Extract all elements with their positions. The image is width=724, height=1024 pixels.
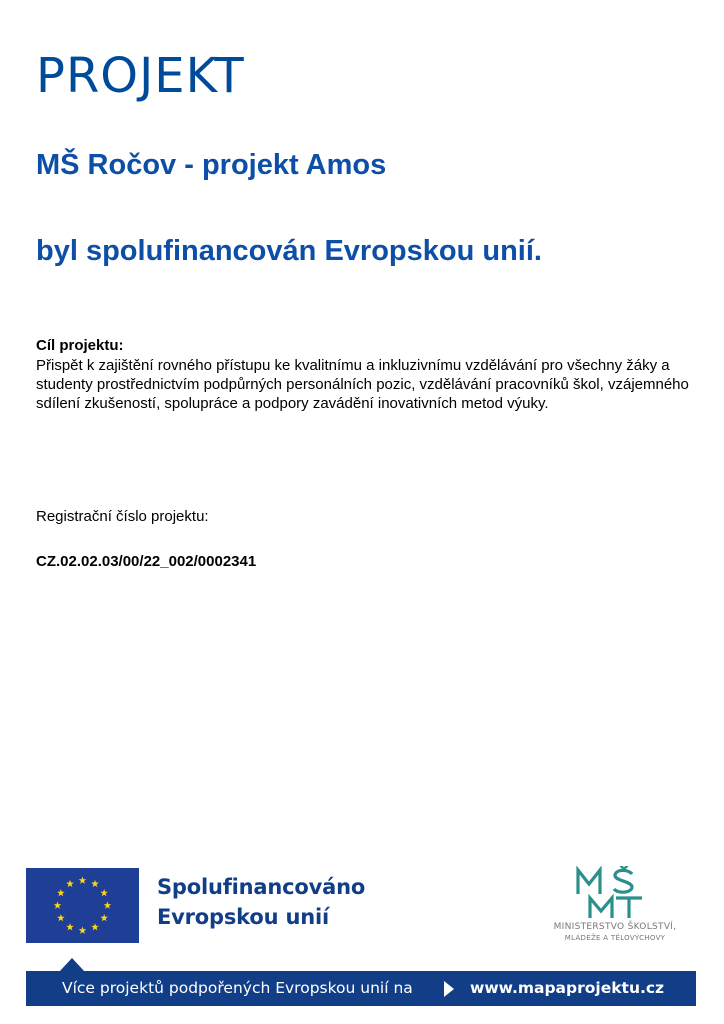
funding-statement-eu: Evropskou unií. — [324, 235, 542, 267]
msmt-caption-line1: MINISTERSTVO ŠKOLSTVÍ, — [553, 922, 677, 932]
eu-cofunded-label — [157, 872, 365, 932]
eu-flag-icon — [26, 868, 139, 943]
msmt-caption-line2: MLÁDEŽE A TĚLOVÝCHOVY — [564, 934, 666, 942]
funding-statement-prefix: byl spolufinancován — [36, 235, 325, 267]
msmt-caption — [530, 922, 700, 944]
page-title: PROJEKT — [36, 48, 245, 104]
eu-cofunded-line1: Spolufinancováno — [157, 875, 366, 899]
msmt-logo-icon — [570, 866, 650, 921]
footer-banner — [26, 971, 696, 1006]
project-name: MŠ Ročov - projekt Amos — [36, 149, 387, 181]
triangle-right-icon — [444, 981, 454, 997]
registration-label: Registrační číslo projektu: — [36, 508, 209, 525]
registration-number: CZ.02.02.03/00/22_002/0002341 — [36, 553, 257, 570]
goal-text: Přispět k zajištění rovného přístupu ke kvalitnímu a inkluzivnímu vzdělávání pro všechny žáky a studenty prostřednictvím podpůrných personálních pozic, vzdělávání pracovníků škol, vzájemného sdílení zkušeností, spolupráce a podpory zavádění inovativních metod výuky. — [36, 357, 689, 412]
funding-statement — [36, 236, 542, 268]
eu-cofunded-line2: Evropskou unií — [157, 905, 329, 929]
mapaprojektu-link[interactable]: www.mapaprojektu.cz — [470, 979, 665, 997]
goal-label: Cíl projektu: — [36, 337, 124, 354]
banner-notch — [59, 958, 85, 972]
banner-text: Více projektů podpořených Evropskou unií na — [62, 979, 413, 997]
